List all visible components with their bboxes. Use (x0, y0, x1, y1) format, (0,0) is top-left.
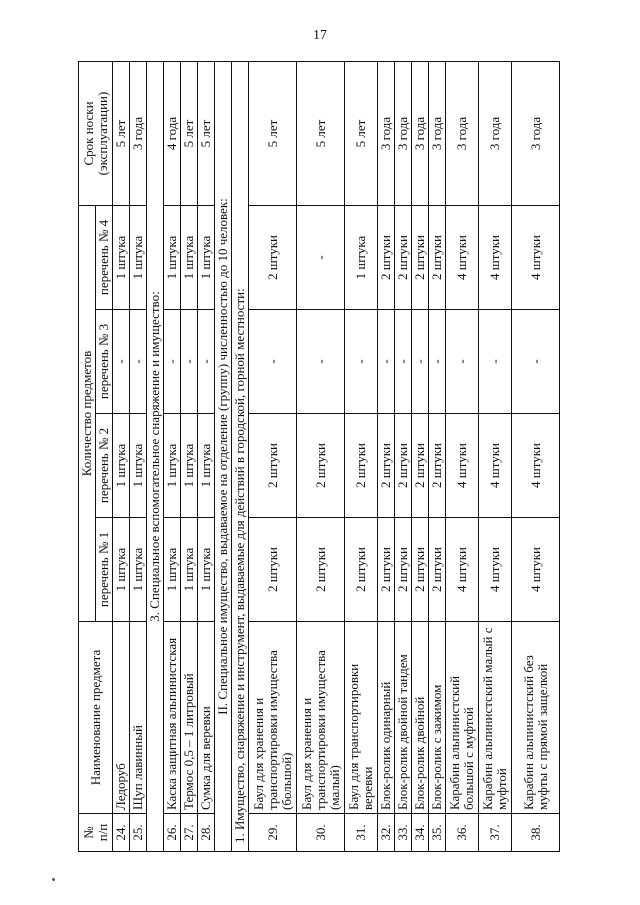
table-row (479, 62, 512, 852)
qty-list4: 1 штука (181, 206, 198, 310)
term-value: 3 года (130, 62, 147, 206)
row-number: 38. (512, 814, 560, 852)
qty-list4: 2 штуки (249, 206, 297, 310)
qty-list2: 2 штуки (429, 414, 446, 518)
row-number: 28. (198, 814, 215, 852)
qty-list4: 1 штука (198, 206, 215, 310)
header-num: № п/п (79, 814, 113, 852)
row-number: 27. (181, 814, 198, 852)
table-row (395, 62, 412, 852)
qty-list4: 2 штуки (429, 206, 446, 310)
row-number: 31. (345, 814, 378, 852)
qty-list2: 2 штуки (345, 414, 378, 518)
table-row (512, 62, 560, 852)
item-name: Блок-ролик двойной (412, 622, 429, 814)
qty-list4: 1 штука (113, 206, 130, 310)
qty-list4: 2 штуки (412, 206, 429, 310)
qty-list1: 2 штуки (249, 518, 297, 622)
term-value: 3 года (378, 62, 395, 206)
table-row (249, 62, 297, 852)
term-value: 5 лет (198, 62, 215, 206)
term-value: 3 года (429, 62, 446, 206)
header-list2: перечень № 2 (96, 414, 113, 518)
qty-list1: 2 штуки (345, 518, 378, 622)
row-number: 25. (130, 814, 147, 852)
qty-list3: - (378, 310, 395, 414)
table-row (446, 62, 479, 852)
qty-list2: 1 штука (164, 414, 181, 518)
term-value: 4 года (164, 62, 181, 206)
item-name: Карабин альпинистский малый с муфтой (479, 622, 512, 814)
item-name: Баул для хранения и транспортировки имущества (малый) (297, 622, 345, 814)
section-3-heading: 3. Специальное вспомогательное снаряжение и имущество: (147, 62, 164, 852)
term-value: 3 года (412, 62, 429, 206)
rows-group-c (249, 62, 560, 852)
term-value: 5 лет (297, 62, 345, 206)
section-2-heading: II. Специальное имущество, выдаваемое на отделение (группу) численностью до 10 человек: (215, 62, 232, 852)
qty-list2: 1 штука (198, 414, 215, 518)
item-name: Карабин альпинистский без муфты с прямой защелкой (512, 622, 560, 814)
item-name: Баул для хранения и транспортировки имущества (большой) (249, 622, 297, 814)
qty-list4: 4 штуки (446, 206, 479, 310)
item-name: Блок-ролик одинарный (378, 622, 395, 814)
row-number: 30. (297, 814, 345, 852)
qty-list3: - (181, 310, 198, 414)
term-value: 5 лет (181, 62, 198, 206)
qty-list1: 2 штуки (429, 518, 446, 622)
qty-list1: 1 штука (181, 518, 198, 622)
term-value: 3 года (512, 62, 560, 206)
qty-list4: 1 штука (130, 206, 147, 310)
qty-list1: 1 штука (198, 518, 215, 622)
header-quantity: Количество предметов (79, 206, 96, 622)
qty-list2: 2 штуки (395, 414, 412, 518)
qty-list4: 4 штуки (479, 206, 512, 310)
qty-list1: 1 штука (113, 518, 130, 622)
qty-list1: 4 штуки (479, 518, 512, 622)
qty-list1: 2 штуки (297, 518, 345, 622)
qty-list1: 4 штуки (512, 518, 560, 622)
qty-list2: 4 штуки (512, 414, 560, 518)
rotated-table-container (78, 62, 572, 852)
subsection-1-heading: 1. Имущество, снаряжение и инструмент, выдаваемые для действий в городской, горной местности: (232, 62, 249, 852)
qty-list1: 2 штуки (412, 518, 429, 622)
qty-list2: 1 штука (181, 414, 198, 518)
qty-list1: 2 штуки (378, 518, 395, 622)
term-value: 3 года (446, 62, 479, 206)
qty-list3: - (297, 310, 345, 414)
qty-list2: 2 штуки (412, 414, 429, 518)
qty-list3: - (130, 310, 147, 414)
term-value: 5 лет (345, 62, 378, 206)
rows-group-b (164, 62, 215, 852)
qty-list3: - (164, 310, 181, 414)
table-row (297, 62, 345, 852)
table-row (164, 62, 181, 852)
qty-list4: 1 штука (164, 206, 181, 310)
qty-list3: - (446, 310, 479, 414)
header-list1: перечень № 1 (96, 518, 113, 622)
item-name: Карабин альпинистский большой с муфтой (446, 622, 479, 814)
header-name: Наименование предмета (79, 622, 113, 814)
qty-list2: 1 штука (130, 414, 147, 518)
qty-list3: - (412, 310, 429, 414)
table-row (113, 62, 130, 852)
row-number: 34. (412, 814, 429, 852)
term-value: 3 года (395, 62, 412, 206)
equipment-table (78, 61, 560, 852)
qty-list1: 1 штука (164, 518, 181, 622)
qty-list4: - (297, 206, 345, 310)
item-name: Блок-ролик с зажимом (429, 622, 446, 814)
table-row (429, 62, 446, 852)
qty-list3: - (479, 310, 512, 414)
header-term: Срок носки (эксплуатации) (79, 62, 113, 206)
item-name: Щуп лавинный (130, 622, 147, 814)
qty-list2: 4 штуки (479, 414, 512, 518)
qty-list3: - (429, 310, 446, 414)
qty-list1: 4 штуки (446, 518, 479, 622)
qty-list1: 1 штука (130, 518, 147, 622)
row-number: 24. (113, 814, 130, 852)
row-number: 33. (395, 814, 412, 852)
table-row (198, 62, 215, 852)
row-number: 26. (164, 814, 181, 852)
page-number: 17 (313, 28, 327, 43)
table-row (345, 62, 378, 852)
qty-list4: 2 штуки (378, 206, 395, 310)
qty-list3: - (198, 310, 215, 414)
qty-list1: 2 штуки (395, 518, 412, 622)
item-name: Баул для транспортировки веревки (345, 622, 378, 814)
row-number: 32. (378, 814, 395, 852)
item-name: Каска защитная альпинистская (164, 622, 181, 814)
rows-group-a (113, 62, 147, 852)
table-row (378, 62, 395, 852)
qty-list2: 2 штуки (297, 414, 345, 518)
term-value: 5 лет (249, 62, 297, 206)
qty-list3: - (395, 310, 412, 414)
header-list3: перечень № 3 (96, 310, 113, 414)
qty-list3: - (345, 310, 378, 414)
qty-list3: - (512, 310, 560, 414)
row-number: 36. (446, 814, 479, 852)
qty-list4: 1 штука (345, 206, 378, 310)
qty-list2: 2 штуки (249, 414, 297, 518)
term-value: 3 года (479, 62, 512, 206)
table-row (181, 62, 198, 852)
qty-list2: 1 штука (113, 414, 130, 518)
table-row (412, 62, 429, 852)
item-name: Ледоруб (113, 622, 130, 814)
scan-speck (52, 878, 55, 881)
row-number: 29. (249, 814, 297, 852)
item-name: Блок-ролик двойной тандем (395, 622, 412, 814)
qty-list4: 4 штуки (512, 206, 560, 310)
item-name: Термос 0,5 – 1 литровый (181, 622, 198, 814)
header-list4: перечень № 4 (96, 206, 113, 310)
qty-list2: 4 штуки (446, 414, 479, 518)
qty-list4: 2 штуки (395, 206, 412, 310)
item-name: Сумка для веревки (198, 622, 215, 814)
qty-list3: - (249, 310, 297, 414)
term-value: 5 лет (113, 62, 130, 206)
qty-list2: 2 штуки (378, 414, 395, 518)
row-number: 37. (479, 814, 512, 852)
qty-list3: - (113, 310, 130, 414)
table-row (130, 62, 147, 852)
row-number: 35. (429, 814, 446, 852)
